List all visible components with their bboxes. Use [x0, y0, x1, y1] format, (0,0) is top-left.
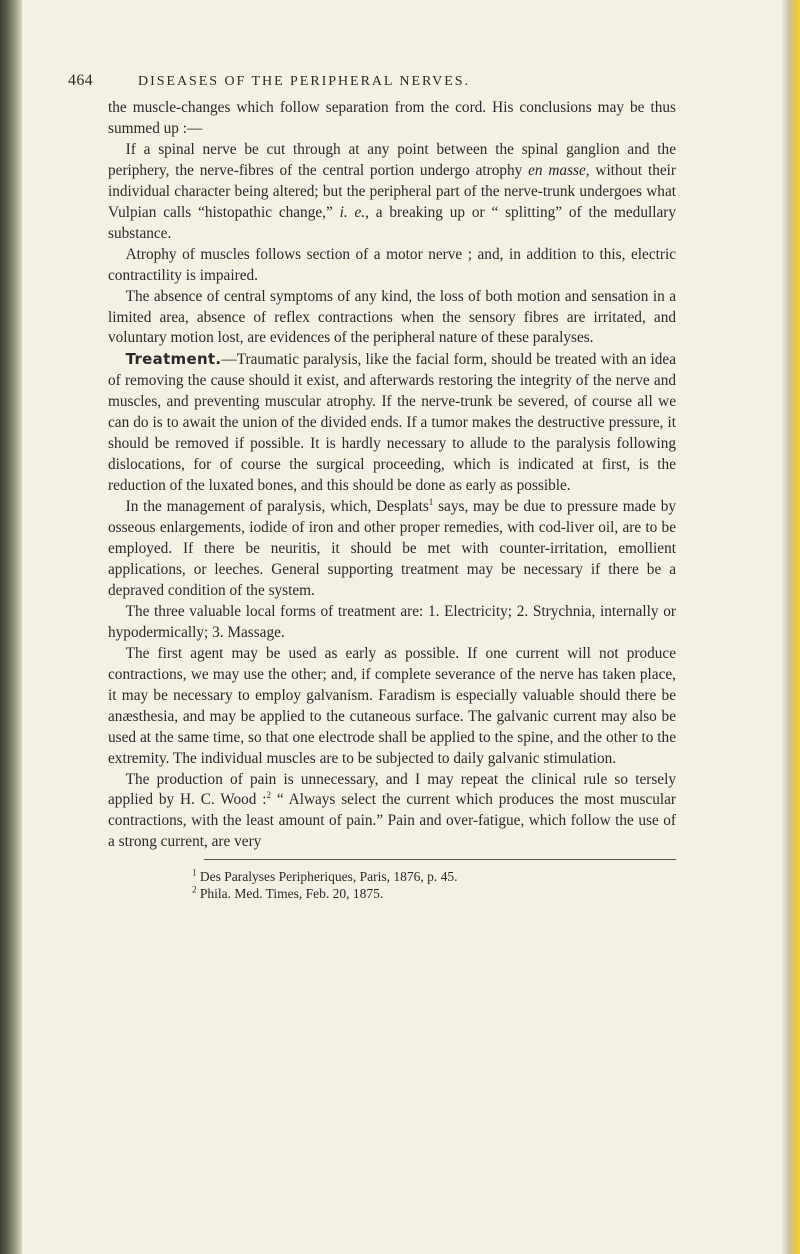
paragraph-management — [108, 497, 676, 602]
footnotes — [192, 868, 676, 902]
paragraph-local-forms: The three valuable local forms of treatment are: 1. Electricity; 2. Strychnia, internally or hypodermically; 3. Massage. — [108, 602, 676, 641]
footnote-reference: 2 — [266, 790, 272, 801]
footnote — [192, 885, 676, 902]
text-run: If a spinal nerve be cut through at any point between the spinal ganglion and the periphery, the nerve-fibres of the central portion undergo atrophy — [108, 140, 676, 179]
paragraph-treatment — [108, 349, 676, 497]
text-run: In the management of paralysis, which, Desplats — [125, 498, 429, 516]
paragraph-first-agent: The first agent may be used as early as possible. If one current will not produce contractions, we may use the other; and, if complete severance of the nerve has taken place, it may be necessary to employ galvanism. Faradism is especially valuable should there be anæsthesia, and may be applied to the cutaneous surface. The galvanic current may also be used at the same time, so that one electrode shall be applied to the spine, and the other to the extremity. The individual muscles are to be subjected to daily galvanic stimulation. — [108, 644, 676, 767]
text-run: —Traumatic paralysis, like the facial form, should be treated with an idea of removing the cause should it exist, and afterwards restoring the integrity of the nerve and muscles, and preventing muscular atrophy. If the nerve-trunk be severed, of course all we can do is to await the union of the divided ends. If a tumor makes the destructive pressure, it should be removed if possible. It is hardly necessary to allude to the paralysis following dislocations, for of course the surgical proceeding, which is indicated at first, is the reduction of the luxated bones, and this should be done as early as possible. — [108, 351, 676, 495]
footnote — [192, 868, 676, 885]
footnote-reference: 1 — [428, 497, 434, 508]
left-page-edge — [0, 0, 22, 1254]
text-run: “ Always select the current which produces the most muscular contractions, with the least amount of pain.” Pain and over-fatigue, which follow the use of a strong current, are very — [108, 791, 676, 851]
paragraph-continuation: the muscle-changes which follow separation from the cord. His conclusions may be thus summed up :— — [108, 99, 676, 137]
footnote-mark: 2 — [192, 884, 197, 895]
paragraph-atrophy: Atrophy of muscles follows section of a motor nerve ; and, in addition to this, electric contractility is impaired. — [108, 245, 676, 284]
text-run: , a breaking up or “ splitting” of the medullary substance. — [108, 203, 676, 242]
paragraph-spinal-nerve — [108, 140, 676, 245]
italic-term: en masse — [528, 161, 586, 179]
footnote-mark: 1 — [192, 867, 197, 878]
right-page-edge — [782, 0, 800, 1254]
text-run: says, may be due to pressure made by osseous enlargements, iodide of iron and other proper remedies, with cod-liver oil, are to be employed. If there be neuritis, it should be met with counter-irritation, emollient applications, or leeches. General supporting treatment may be necessary if there be a depraved condition of the system. — [108, 498, 676, 599]
text-run: The production of pain is unnecessary, and I may repeat the clinical rule so tersely applied by H. C. Wood : — [108, 770, 676, 809]
running-head: DISEASES OF THE PERIPHERAL NERVES. — [138, 74, 470, 89]
body-text — [108, 98, 676, 853]
text-run: , without their individual character being altered; but the peripheral part of the nerve-trunk undergoes what Vulpian calls “histopathic change,” — [108, 161, 677, 221]
footnote-divider — [204, 859, 676, 860]
paragraph-evidences: The absence of central symptoms of any kind, the loss of both motion and sensation in a limited area, absence of reflex contractions when the sensory fibres are irritated, and voluntary motion lost, are evidences of the peripheral nature of these paralyses. — [108, 287, 676, 347]
footnote-text: Des Paralyses Peripheriques, Paris, 1876, p. 45. — [199, 869, 458, 885]
paragraph-pain — [108, 770, 676, 854]
book-page — [68, 72, 677, 902]
page-number: 464 — [68, 72, 93, 89]
footnote-text: Phila. Med. Times, Feb. 20, 1875. — [199, 886, 384, 902]
italic-term: i. e. — [339, 203, 366, 221]
page-header — [68, 72, 676, 98]
section-heading: Treatment. — [125, 350, 222, 369]
